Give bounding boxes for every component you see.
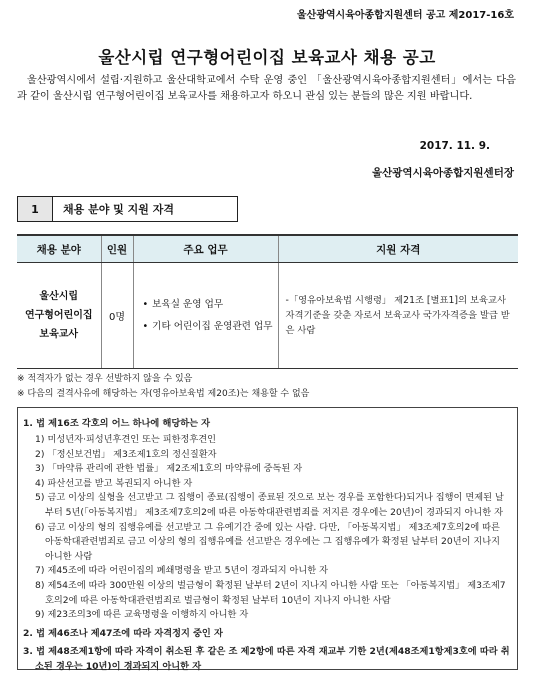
announcement-reference: 울산광역시육아종합지원센터 공고 제2017-16호 bbox=[296, 10, 514, 21]
column-header-field: 채용 분야 bbox=[17, 235, 101, 263]
duties-cell bbox=[133, 263, 278, 369]
section-heading bbox=[17, 196, 238, 222]
qualification-cell bbox=[278, 263, 518, 369]
list-item: 8) 제54조에 따라 300만원 이상의 벌금형이 확정된 날부터 2년이 지나지 아니한 사람 또는 「아동복지법」 제3조제7호의2에 따른 아동학대관련범죄로 벌금형이 확정된 날부터 10년이 지나지 아니한 사람 bbox=[35, 579, 506, 606]
list-item: 7) 제45조에 따라 어린이집의 폐쇄명령을 받고 5년이 경과되지 아니한 자 bbox=[35, 565, 328, 577]
duties-list bbox=[135, 294, 277, 338]
announcement-date: 2017. 11. 9. bbox=[419, 140, 490, 152]
list-item: 6) 금고 이상의 형의 집행유예를 선고받고 그 유예기간 중에 있는 사람. 다만, 「아동복지법」 제3조제7호의2에 따른 아동학대관련범죄로 금고 이상의 형의 집행유예를 선고받은 경우에는 그 집행유예가 확정된 날부터 20년이 지나지 아니한 사람 bbox=[35, 521, 500, 562]
qualification-text: -「영유아보육법 시행령」 제21조 [별표1]의 보육교사 자격기준을 갖춘 자로서 보육교사 국가자격증을 발급 받은 사람 bbox=[285, 295, 510, 336]
list-item: 9) 제23조의3에 따른 교육명령을 이행하지 아니한 자 bbox=[35, 609, 249, 621]
note-item: ※ 적격자가 없는 경우 선발하지 않을 수 있음 bbox=[17, 374, 193, 384]
list-item: 5) 금고 이상의 실형을 선고받고 그 집행이 종료(집행이 종료된 것으로 보는 경우를 포함한다)되거나 집행이 면제된 날부터 5년(「아동복지법」 제3조제7호의2에 따른 아동학대관련범죄를 저지른 경우에는 20년)이 경과되지 아니한 자 bbox=[35, 492, 504, 518]
list-item: 1) 미성년자·피성년후견인 또는 피한정후견인 bbox=[35, 434, 216, 445]
headcount-cell: 0명 bbox=[101, 263, 133, 369]
duty-item: • 기타 어린이집 운영관련 업무 bbox=[143, 316, 277, 338]
list-item: 3) 「마약류 관리에 관한 법률」 제2조제1호의 마약류에 중독된 자 bbox=[35, 463, 303, 475]
notes bbox=[17, 372, 309, 402]
list-item: 4) 파산선고를 받고 복권되지 아니한 자 bbox=[35, 477, 193, 489]
column-header-qualification: 지원 자격 bbox=[278, 235, 518, 263]
intro-paragraph: 울산광역시에서 설립·지원하고 울산대학교에서 수탁 운영 중인 「울산광역시육아종합지원센터」에서는 다음과 같이 울산시립 연구형어린이집 보육교사를 채용하고자 하오니 관심 있는 분들의 많은 지원 바랍니다. bbox=[17, 75, 516, 102]
column-header-count: 인원 bbox=[101, 235, 133, 263]
column-header-duties: 주요 업무 bbox=[133, 235, 278, 263]
disqualification-heading-3: 3. 법 제48조제1항에 따라 자격이 취소된 후 같은 조 제2항에 따른 자격 재교부 기한 2년(제48조제1항제3호에 따라 취소된 경우는 10년)이 경과되지 아니한 자 bbox=[23, 645, 510, 672]
disqualification-heading-1: 1. 법 제16조 각호의 어느 하나에 해당하는 자 bbox=[23, 418, 211, 429]
note-item: ※ 다음의 결격사유에 해당하는 자(영유아보육법 제20조)는 채용할 수 없음 bbox=[17, 389, 310, 399]
recruit-field-cell bbox=[17, 263, 101, 369]
disqualification-box bbox=[17, 407, 518, 670]
section-number: 1 bbox=[17, 196, 53, 222]
disqualification-list bbox=[23, 433, 511, 623]
field-line: 보육교사 bbox=[39, 329, 79, 340]
table-header-row bbox=[17, 235, 518, 263]
page-title: 울산시립 연구형어린이집 보육교사 채용 공고 bbox=[98, 48, 436, 67]
recruitment-table bbox=[17, 234, 518, 369]
disqualification-heading-2: 2. 법 제46조나 제47조에 따라 자격정지 중인 자 bbox=[23, 627, 223, 639]
field-line: 연구형어린이집 bbox=[24, 310, 93, 321]
field-line: 울산시립 bbox=[39, 291, 79, 302]
issuing-organization: 울산광역시육아종합지원센터장 bbox=[371, 167, 514, 179]
list-item: 2) 「정신보건법」 제3조제1호의 정신질환자 bbox=[35, 448, 217, 460]
section-title: 채용 분야 및 지원 자격 bbox=[53, 196, 238, 222]
duty-item: • 보육실 운영 업무 bbox=[143, 294, 277, 316]
table-row bbox=[17, 263, 518, 369]
